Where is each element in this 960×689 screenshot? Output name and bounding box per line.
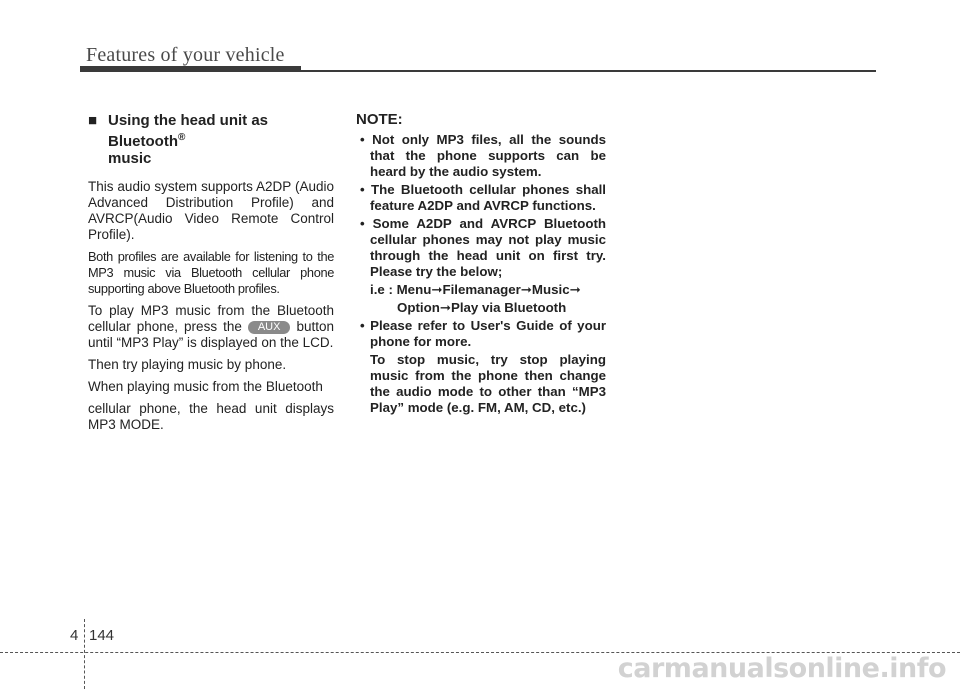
chapter-number: 4	[70, 627, 79, 644]
paragraph-try-playing: Then try playing music by phone.	[88, 357, 287, 372]
note-item: • Some A2DP and AVRCP Bluetooth cellular phones may not play music through the head unit on first try. Please try the below;	[360, 216, 606, 279]
note-menu-path: i.e : Menu➞Filemanager➞Music➞	[370, 282, 581, 297]
footer-vertical-rule	[84, 619, 85, 689]
header-rule-thick	[80, 66, 301, 72]
page-number: 144	[89, 627, 115, 644]
square-bullet-icon: ■	[88, 112, 98, 129]
paragraph-profiles: Both profiles are available for listening to the MP3 music via Bluetooth cellular phone supporting above Bluetooth profiles.	[88, 249, 334, 296]
registered-mark: ®	[177, 132, 186, 143]
aux-button-icon: AUX	[248, 321, 291, 334]
note-menu-path-2: Option➞Play via Bluetooth	[397, 300, 567, 315]
watermark: carmanualsonline.info	[617, 653, 946, 684]
paragraph-play-mp3-start: To play MP3 music from the Bluetooth cellular phone, press the	[88, 303, 334, 334]
note-item: • Please refer to User's Guide of your phone for more.	[360, 318, 606, 349]
header-rule-thin	[301, 70, 876, 72]
note-item: • The Bluetooth cellular phones shall feature A2DP and AVRCP functions.	[360, 182, 606, 213]
note-item-continuation: To stop music, try stop playing music from the phone then change the audio mode to other than “MP3 Play” mode (e.g. FM, AM, CD, etc.)	[370, 352, 606, 415]
paragraph-play-mp3	[88, 303, 334, 351]
note-title: NOTE:	[356, 111, 403, 128]
left-column	[88, 112, 334, 439]
paragraph-when-playing: When playing music from the Bluetooth	[88, 379, 323, 394]
heading-text-2: music	[108, 150, 152, 167]
paragraph-supports: This audio system supports A2DP (Audio Advanced Distribution Profile) and AVRCP(Audio Video Remote Control Profile).	[88, 179, 334, 242]
section-heading	[88, 112, 334, 167]
note-item: • Not only MP3 files, all the sounds that the phone supports can be heard by the audio system.	[360, 132, 606, 179]
paragraph-play-mp3-end: button until “MP3 Play” is displayed on the LCD.	[88, 319, 334, 350]
paragraph-displays-mode: cellular phone, the head unit displays MP3 MODE.	[88, 401, 334, 432]
heading-text: Using the head unit as Bluetooth	[108, 112, 269, 150]
header-title: Features of your vehicle	[86, 44, 285, 66]
note-column	[356, 112, 606, 418]
